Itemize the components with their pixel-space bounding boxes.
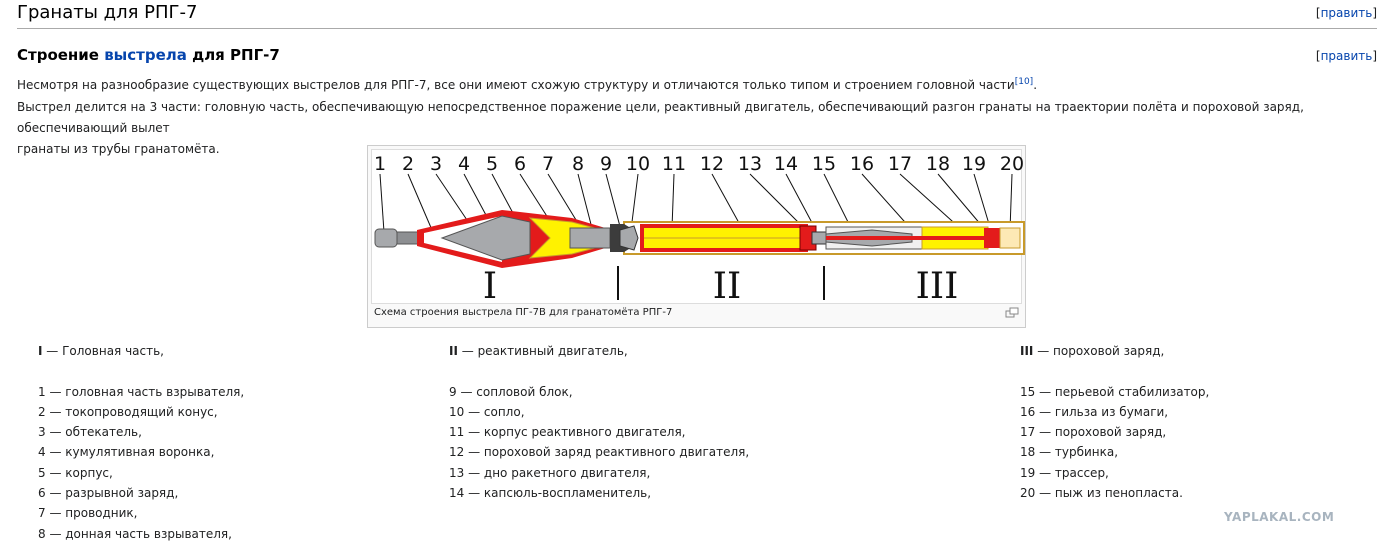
callout-number: 15	[811, 153, 837, 175]
legend-item: 10 — сопло,	[449, 404, 525, 419]
section-edit: [править]	[1315, 6, 1377, 20]
callout-number: 11	[661, 153, 687, 175]
callout-number: 13	[737, 153, 763, 175]
legend-item: 2 — токопроводящий конус,	[38, 404, 218, 419]
callout-number: 2	[401, 153, 415, 175]
legend-item: 15 — перьевой стабилизатор,	[1020, 384, 1210, 399]
legend-item: 7 — проводник,	[38, 506, 138, 521]
subsection-heading	[17, 44, 1377, 68]
legend-item: 18 — турбинка,	[1020, 445, 1119, 460]
legend-heading: I — Головная часть,	[38, 344, 164, 358]
callout-leader	[672, 174, 674, 228]
fuze-body	[397, 232, 419, 244]
legend-item: 9 — сопловой блок,	[449, 384, 573, 399]
primer	[812, 232, 826, 244]
section-title: Гранаты для РПГ-7	[17, 2, 198, 23]
figure-thumbnail	[367, 145, 1026, 328]
fuze-head	[375, 229, 397, 247]
subsection-title: Строение выстрела для РПГ-7	[17, 46, 280, 64]
callout-number: 4	[457, 153, 471, 175]
legend-item: 20 — пыж из пенопласта.	[1020, 486, 1183, 501]
paragraph-parts: Выстрел делится на 3 части: головную часть, обеспечивающую непосредственное поражение цели, реактивный двигатель, обеспечивающий разгон гранаты на траектории полёта и пороховой заряд, обеспечивающий вылет гранаты из трубы гранатомёта.	[17, 100, 1304, 156]
legend-item: 16 — гильза из бумаги,	[1020, 404, 1169, 419]
legend-column-1	[38, 341, 244, 544]
nozzle	[620, 226, 638, 250]
paragraph-intro: Несмотря на разнообразие существующих выстрелов для РПГ-7, все они имеют схожую структуру и отличаются только типом и строением головной части[10].	[17, 77, 1038, 92]
callout-number: 12	[699, 153, 725, 175]
section-heading	[17, 0, 1377, 29]
callout-number: 3	[429, 153, 443, 175]
section-edit-link[interactable]: править	[1320, 6, 1373, 20]
callout-leader	[408, 174, 432, 230]
legend-item: 12 — пороховой заряд реактивного двигателя,	[449, 445, 750, 460]
subsection-edit: [править]	[1315, 49, 1377, 63]
callout-number: 6	[513, 153, 527, 175]
section-numeral: III	[915, 266, 959, 307]
callout-number: 17	[887, 153, 913, 175]
shot-link[interactable]: выстрела	[104, 46, 187, 64]
grenade-diagram[interactable]	[371, 149, 1025, 307]
legend-column-3	[1020, 341, 1209, 503]
callout-leader	[750, 174, 804, 228]
section-numeral: I	[482, 266, 498, 307]
watermark: YAPLAKAL.COM	[1224, 510, 1335, 524]
callout-number: 18	[925, 153, 951, 175]
subsection-edit-link[interactable]: править	[1320, 49, 1373, 63]
legend-item: 17 — пороховой заряд,	[1020, 425, 1167, 440]
legend-item: 6 — разрывной заряд,	[38, 486, 179, 501]
legend-item: 19 — трассер,	[1020, 465, 1109, 480]
callout-number: 9	[599, 153, 613, 175]
magnify-icon[interactable]	[1005, 307, 1019, 319]
legend-heading: II — реактивный двигатель,	[449, 344, 628, 358]
legend-item: 5 — корпус,	[38, 465, 113, 480]
legend-item: 1 — головная часть взрывателя,	[38, 384, 245, 399]
callout-number: 16	[849, 153, 875, 175]
grenade-svg	[372, 150, 1025, 307]
legend-heading: III — пороховой заряд,	[1020, 344, 1165, 358]
section-numeral: II	[712, 266, 742, 307]
callout-number: 10	[625, 153, 651, 175]
callout-number: 14	[773, 153, 799, 175]
legend-item: 11 — корпус реактивного двигателя,	[449, 425, 686, 440]
callout-leader	[380, 174, 384, 232]
callout-number: 8	[571, 153, 585, 175]
legend-item: 8 — донная часть взрывателя,	[38, 526, 232, 541]
figure-caption: Схема строения выстрела ПГ-7В для гранатомёта РПГ-7	[374, 307, 673, 318]
legend-item: 4 — кумулятивная воронка,	[38, 445, 215, 460]
legend-item: 14 — капсюль-воспламенитель,	[449, 486, 652, 501]
tracer	[984, 228, 1000, 248]
base-fuze	[570, 228, 610, 248]
callout-number: 19	[961, 153, 987, 175]
callout-number: 7	[541, 153, 555, 175]
legend-item: 3 — обтекатель,	[38, 425, 142, 440]
callout-number: 1	[373, 153, 387, 175]
callout-number: 20	[999, 153, 1025, 175]
callout-number: 5	[485, 153, 499, 175]
reference-link[interactable]: [10]	[1014, 77, 1034, 87]
foam-wad	[1000, 228, 1020, 248]
legend-column-2	[449, 341, 749, 503]
callout-leader	[436, 174, 467, 220]
legend-item: 13 — дно ракетного двигателя,	[449, 465, 651, 480]
